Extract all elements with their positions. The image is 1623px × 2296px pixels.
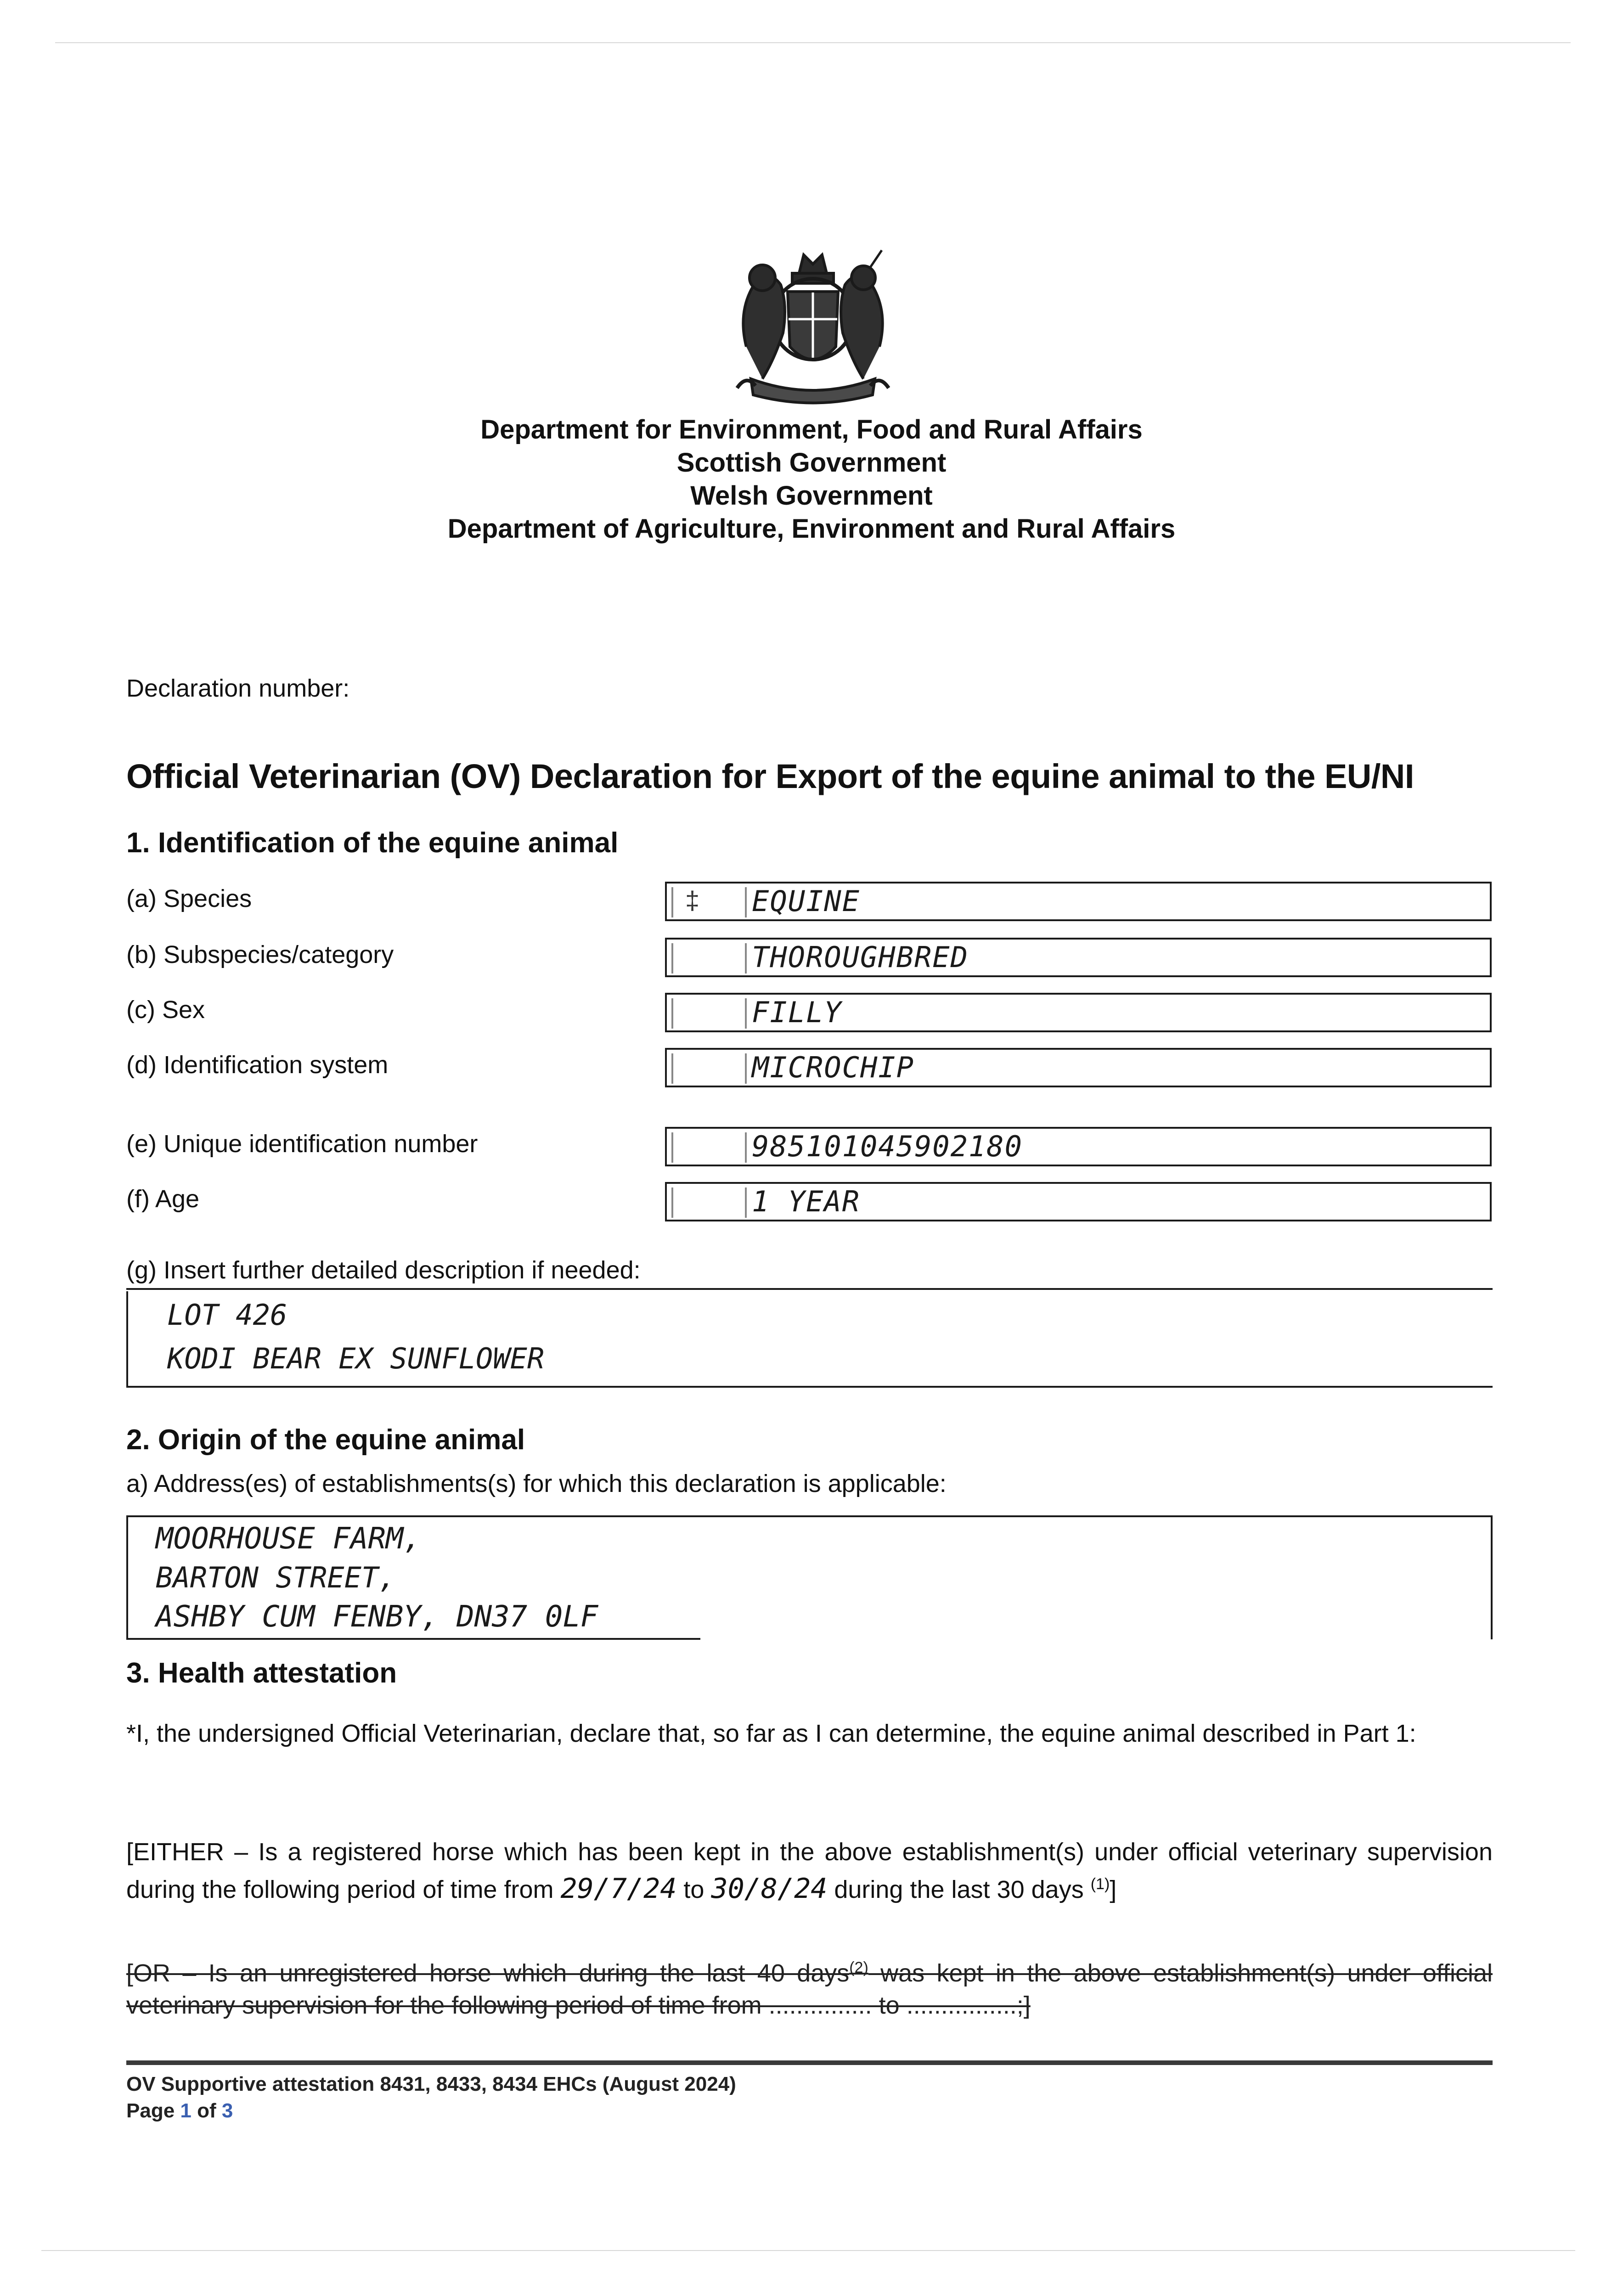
scan-edge-bottom — [41, 2250, 1575, 2251]
species-value: EQUINE — [752, 884, 860, 918]
either-text-end: during the last 30 days — [834, 1876, 1084, 1903]
field-bar-inner — [745, 1187, 747, 1218]
royal-coat-of-arms-logo — [719, 241, 907, 406]
either-paragraph — [126, 1836, 1493, 1906]
subspecies-field[interactable] — [665, 938, 1492, 977]
or-text: [OR – Is an unregistered horse which during the last 40 days — [126, 1959, 850, 1987]
government-headers — [0, 413, 1623, 546]
page-word: Page — [126, 2099, 175, 2122]
section-3-heading: 3. Health attestation — [126, 1657, 397, 1689]
section-1-heading: 1. Identification of the equine animal — [126, 827, 619, 859]
field-bar-left — [671, 887, 673, 917]
header-defra: Department for Environment, Food and Rural Affairs — [480, 415, 1143, 445]
address-line-2: BARTON STREET, — [156, 1561, 396, 1594]
scan-edge-top — [55, 42, 1571, 43]
sex-value: FILLY — [752, 996, 842, 1029]
date-to-value: 30/8/24 — [711, 1873, 828, 1905]
footer — [126, 2071, 736, 2124]
header-daera: Department of Agriculture, Environment and Rural Affairs — [447, 514, 1176, 544]
address-line-3: ASHBY CUM FENBY, DN37 0LF — [156, 1600, 598, 1634]
footer-attestation-line: OV Supportive attestation 8431, 8433, 8434 EHCs (August 2024) — [126, 2073, 736, 2095]
date-from-value: 29/7/24 — [560, 1873, 677, 1905]
species-label: (a) Species — [126, 885, 252, 912]
identification-system-field[interactable] — [665, 1048, 1492, 1087]
unique-id-label: (e) Unique identification number — [126, 1130, 478, 1158]
address-label: a) Address(es) of establishments(s) for which this declaration is applicable: — [126, 1470, 947, 1497]
header-scottish-gov: Scottish Government — [676, 448, 947, 478]
either-close-bracket: ] — [1110, 1876, 1117, 1903]
further-description-line-1: LOT 426 — [167, 1298, 287, 1332]
footer-page-line — [126, 2098, 736, 2124]
unique-id-value: 985101045902180 — [752, 1130, 1023, 1163]
to-word: to — [683, 1876, 704, 1903]
age-field[interactable] — [665, 1182, 1492, 1221]
section-2-heading: 2. Origin of the equine animal — [126, 1424, 525, 1456]
either-text: [EITHER – Is a registered horse which has been kept in the above establishment(s) under official veterinary supervision during the following period of time from — [126, 1838, 1493, 1903]
footnote-ref-1: (1) — [1090, 1875, 1110, 1893]
field-bar-left — [671, 943, 673, 974]
field-bar-inner — [745, 943, 747, 974]
field-bar-left — [671, 1132, 673, 1163]
sex-field[interactable] — [665, 993, 1492, 1032]
field-bar-left — [671, 1187, 673, 1218]
header-welsh-gov: Welsh Government — [690, 481, 933, 511]
age-label: (f) Age — [126, 1185, 200, 1213]
field-bar-inner — [745, 887, 747, 917]
field-bar-left — [671, 1053, 673, 1084]
document-title: Official Veterinarian (OV) Declaration for Export of the equine animal to the EU/NI — [126, 757, 1414, 795]
or-text-end: was kept in the above establishment(s) under official veterinary supervision for the following period of time from ............... to ................;] — [126, 1959, 1493, 2019]
species-field[interactable] — [665, 882, 1492, 921]
further-description-top-rule — [126, 1288, 1493, 1290]
further-description-box[interactable] — [126, 1291, 1493, 1388]
field-bar-inner — [745, 998, 747, 1029]
or-paragraph-struck-through — [126, 1952, 1493, 2021]
page-number: 1 — [180, 2099, 192, 2122]
sex-label: (c) Sex — [126, 996, 205, 1024]
field-bar-left — [671, 998, 673, 1029]
identification-system-value: MICROCHIP — [752, 1051, 914, 1084]
identification-system-label: (d) Identification system — [126, 1051, 389, 1079]
address-underline — [126, 1638, 700, 1640]
address-box[interactable] — [126, 1515, 1493, 1639]
crossed-out-mark: ‡ — [685, 886, 700, 915]
address-line-1: MOORHOUSE FARM, — [156, 1522, 421, 1556]
page-total: 3 — [221, 2099, 233, 2122]
field-bar-inner — [745, 1132, 747, 1163]
of-word: of — [197, 2099, 216, 2122]
subspecies-value: THOROUGHBRED — [752, 940, 969, 974]
footnote-ref-2: (2) — [849, 1959, 868, 1976]
declaration-number-label: Declaration number: — [126, 675, 350, 702]
age-value: 1 YEAR — [752, 1185, 860, 1218]
health-intro-paragraph: *I, the undersigned Official Veterinarian, declare that, so far as I can determine, the equine animal described in Part 1: — [126, 1720, 1416, 1747]
further-description-line-2: KODI BEAR EX SUNFLOWER — [167, 1342, 545, 1375]
footer-rule — [126, 2060, 1493, 2065]
subspecies-label: (b) Subspecies/category — [126, 941, 394, 968]
further-description-label: (g) Insert further detailed description if needed: — [126, 1256, 641, 1284]
field-bar-inner — [745, 1053, 747, 1084]
unique-id-field[interactable] — [665, 1127, 1492, 1166]
